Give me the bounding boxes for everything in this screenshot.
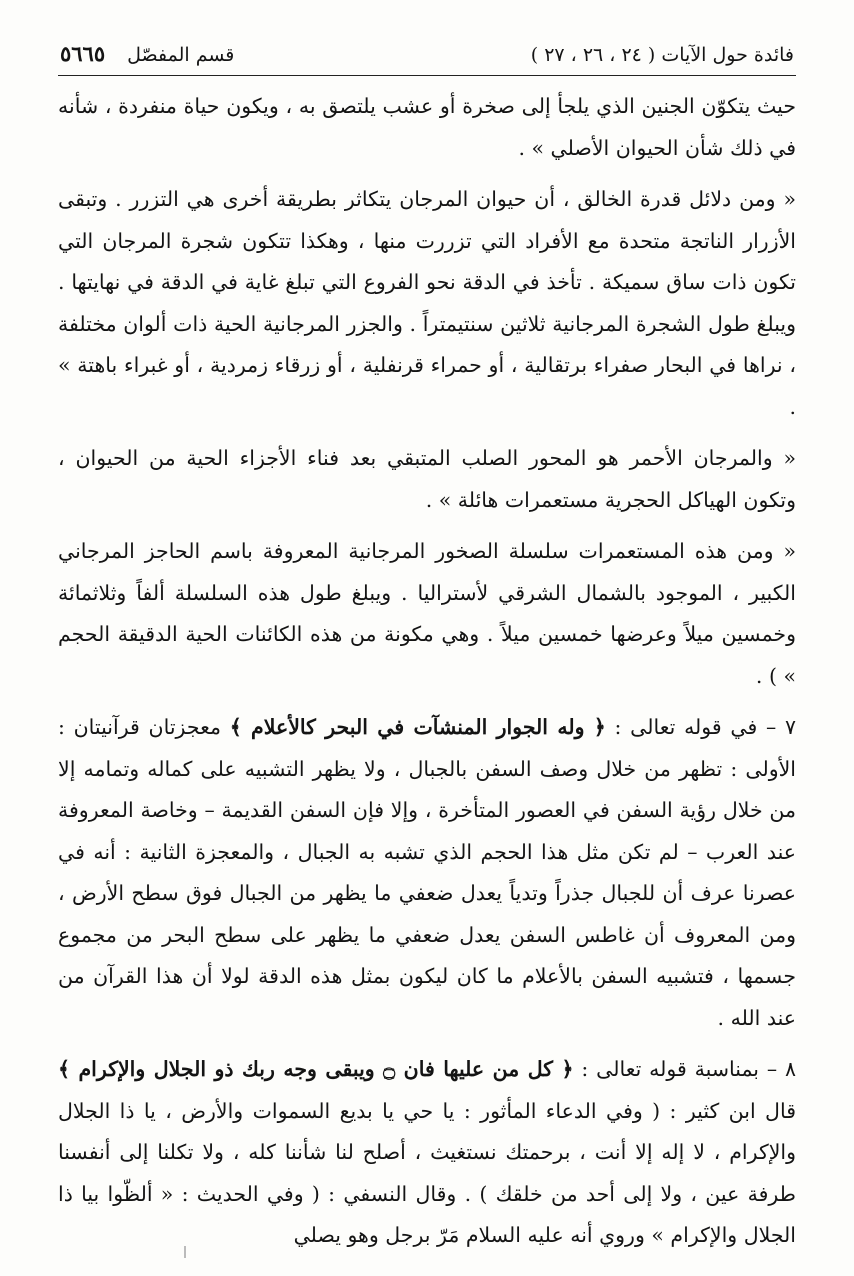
- point-7-text: معجزتان قرآنيتان : الأولى : تظهر من خلال وصف السفن بالجبال ، ولا يظهر التشبيه على كماله وتمامه إلا من خلال رؤية السفن في العصور المتأخرة ، وإلا فإن السفن القديمة – وخاصة المعروفة عند العرب – لم تكن مثل هذا الحجم الذي تشبه به الجبال ، والمعجزة الثانية : أنه في عصرنا عرف أن للجبال جذراً وتدياً يعدل ضعفي ما يظهر من الجبال فوق سطح الأرض ، ومن المعروف أن غاطس السفن يعدل ضعفي ما يظهر على سطح البحر من مجموع جسمها ، فتشبيه السفن بالأعلام ما كان ليكون بمثل هذه الدقة لولا أن هذا القرآن من عند الله .: [58, 715, 796, 1030]
- point-8-intro: ٨ – بمناسبة قوله تعالى :: [573, 1057, 796, 1081]
- page-body: [58, 86, 796, 1257]
- point-7-verse: ﴿ وله الجوار المنشآت في البحر كالأعلام ﴾: [229, 715, 606, 739]
- point-7-intro: ٧ – في قوله تعالى :: [605, 715, 797, 739]
- paragraph-coral-budding: « ومن دلائل قدرة الخالق ، أن حيوان المرجان يتكاثر بطريقة أخرى هي التزرر . وتبقى الأزرار الناتجة متحدة مع الأفراد التي تزررت منها ، وهكذا تتكون شجرة المرجان التي تكون ذات ساق سميكة . تأخذ في الدقة نحو الفروع التي تبلغ غاية في الدقة في نهايتها . ويبلغ طول الشجرة المرجانية ثلاثين سنتيمتراً . والجزر المرجانية الحية ذات ألوان مختلفة ، نراها في البحار صفراء برتقالية ، أو حمراء قرنفلية ، أو زرقاء زمردية ، أو غبراء باهتة » .: [58, 187, 796, 419]
- paragraph-continuation: حيث يتكوّن الجنين الذي يلجأ إلى صخرة أو عشب يلتصق به ، ويكون حياة منفردة ، شأنه في ذلك شأن الحيوان الأصلي » .: [58, 94, 796, 160]
- margin-mark: [184, 1246, 186, 1258]
- paragraph-great-barrier-reef: « ومن هذه المستعمرات سلسلة الصخور المرجانية المعروفة باسم الحاجز المرجاني الكبير ، الموجود بالشمال الشرقي لأستراليا . ويبلغ طول هذه السلسلة ألفاً وثلاثمائة وخمسين ميلاً وعرضها خمسين ميلاً . وهي مكونة من هذه الكائنات الحية الدقيقة الحجم » ) .: [58, 539, 796, 688]
- section-name: قسم المفصّل: [127, 44, 235, 66]
- page-header: [58, 40, 796, 76]
- header-left-group: [60, 40, 234, 69]
- point-8-verse: ﴿ كل من عليها فان ۝ ويبقى وجه ربك ذو الجلال والإكرام ﴾: [58, 1057, 574, 1081]
- running-title: فائدة حول الآيات ( ٢٤ ، ٢٦ ، ٢٧ ): [530, 44, 794, 66]
- point-7: [58, 707, 796, 1039]
- point-8: [58, 1049, 796, 1257]
- paragraph-red-coral: « والمرجان الأحمر هو المحور الصلب المتبقي بعد فناء الأجزاء الحية من الحيوان ، وتكون الهياكل الحجرية مستعمرات هائلة » .: [58, 446, 796, 512]
- point-8-text: قال ابن كثير : ( وفي الدعاء المأثور : يا حي يا بديع السموات والأرض ، يا ذا الجلال والإكرام ، لا إله إلا أنت ، برحمتك نستغيث ، أصلح لنا شأننا كله ، ولا تكلنا إلى أنفسنا طرفة عين ، ولا إلى أحد من خلقك ) . وقال النسفي : ( وفي الحديث : « ألظّوا بيا ذا الجلال والإكرام » وروي أنه عليه السلام مَرّ برجل وهو يصلي: [58, 1098, 796, 1247]
- page-number: ٥٦٦٥: [60, 41, 106, 66]
